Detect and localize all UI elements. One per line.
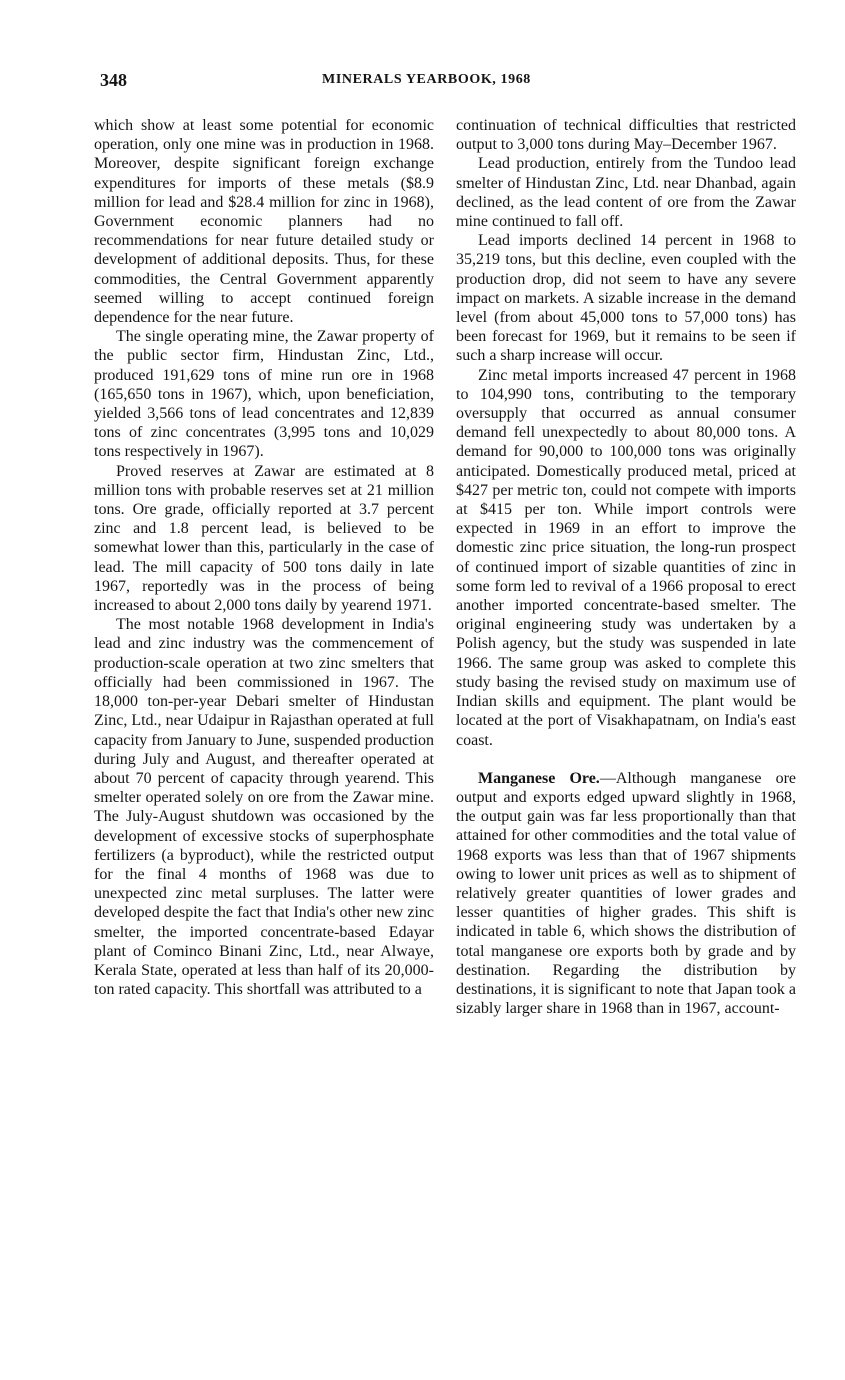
paragraph: The most notable 1968 development in India's lead and zinc industry was the commencement of production-scale operation at two zinc smelters that officially had been commissioned in 1967. The 18,000 ton-per-year Debari smelter of Hindustan Zinc, Ltd., near Udaipur in Rajasthan operated at full capacity from January to June, suspended production during July and August, and thereafter operated at about 70 percent of capacity through yearend. This smelter operated solely on ore from the Zawar mine. The July-August shutdown was occasioned by the development of excessive stocks of superphosphate fertilizers (a byproduct), while the restricted output for the final 4 months of 1968 was due to unexpected zinc metal surpluses. The latter were developed despite the fact that India's other new zinc smelter, the imported concentrate-based Edayar plant of Cominco Binani Zinc, Ltd., near Alwaye, Kerala State, operated at less than half of its 20,000-ton rated capacity. This shortfall was attributed to a [94,616,434,999]
page-number: 348 [100,70,127,90]
page-header [100,70,800,92]
right-column [456,116,796,1018]
section-heading: Manganese Ore. [478,769,600,787]
paragraph: Lead production, entirely from the Tundoo lead smelter of Hindustan Zinc, Ltd. near Dhanbad, again declined, as the lead content of ore from the Zawar mine continued to fall off. [456,155,796,231]
paragraph: which show at least some potential for economic operation, only one mine was in production in 1968. Moreover, despite significant foreign exchange expenditures for imports of these metals ($8.9 million for lead and $28.4 million for zinc in 1968), Government economic planners had no recommendations for near future detailed study or development of additional deposits. Thus, for these commodities, the Central Government apparently seemed willing to accept continued foreign dependence for the near future. [94,117,434,327]
section-body: —Although manganese ore output and exports edged upward slightly in 1968, the output gain was far less proportionally than that attained for other commodities and the total value of 1968 exports was less than that of 1967 shipments owing to lower unit prices as well as to shipment of relatively greater quantities of lower grades and lesser quantities of higher grades. This shift is indicated in table 6, which shows the distribution of total manganese ore exports both by grade and by destination. Regarding the distribution by destinations, it is significant to note that Japan took a sizably larger share in 1968 than in 1967, account- [456,769,797,1018]
paragraph: continuation of technical difficulties that restricted output to 3,000 tons during May–December 1967. [456,117,796,154]
paragraph: Lead imports declined 14 percent in 1968 to 35,219 tons, but this decline, even coupled with the production drop, did not seem to have any severe impact on markets. A sizable increase in the demand level (from about 45,000 tons to 57,000 tons) has been forecast for 1969, but it remains to be seen if such a sharp increase will occur. [456,232,796,365]
running-head: MINERALS YEARBOOK, 1968 [322,72,531,87]
paragraph: Zinc metal imports increased 47 percent in 1968 to 104,990 tons, contributing to the temporary oversupply that occurred as annual consumer demand fell unexpectedly to about 80,000 tons. A demand for 90,000 to 100,000 tons was originally anticipated. Domestically produced metal, priced at $427 per metric ton, could not compete with imports at $415 per ton. While import controls were expected in 1969 in an effort to improve the domestic zinc price situation, the long-run prospect of continued import of sizable quantities of zinc in some form led to revival of a 1966 proposal to erect another imported concentrate-based smelter. The original engineering study was undertaken by a Polish agency, but the study was suspended in late 1966. The same group was asked to complete this study basing the revised study on maximum use of Indian skills and equipment. The plant would be located at the port of Visakhapatnam, on India's east coast. [456,366,796,749]
paragraph: Proved reserves at Zawar are estimated at 8 million tons with probable reserves set at 21 million tons. Ore grade, officially reported at 3.7 percent zinc and 1.8 percent lead, is believed to be somewhat lower than this, particularly in the case of lead. The mill capacity of 500 tons daily in late 1967, reportedly was in the process of being increased to about 2,000 tons daily by yearend 1971. [94,462,434,615]
paragraph: The single operating mine, the Zawar property of the public sector firm, Hindustan Zinc, Ltd., produced 191,629 tons of mine run ore in 1968 (165,650 tons in 1967), which, upon beneficiation, yielded 3,566 tons of lead concentrates and 12,839 tons of zinc concentrates (3,995 tons and 10,029 tons respectively in 1967). [94,328,434,461]
left-column [94,116,434,999]
manganese-ore-section [456,769,796,1019]
